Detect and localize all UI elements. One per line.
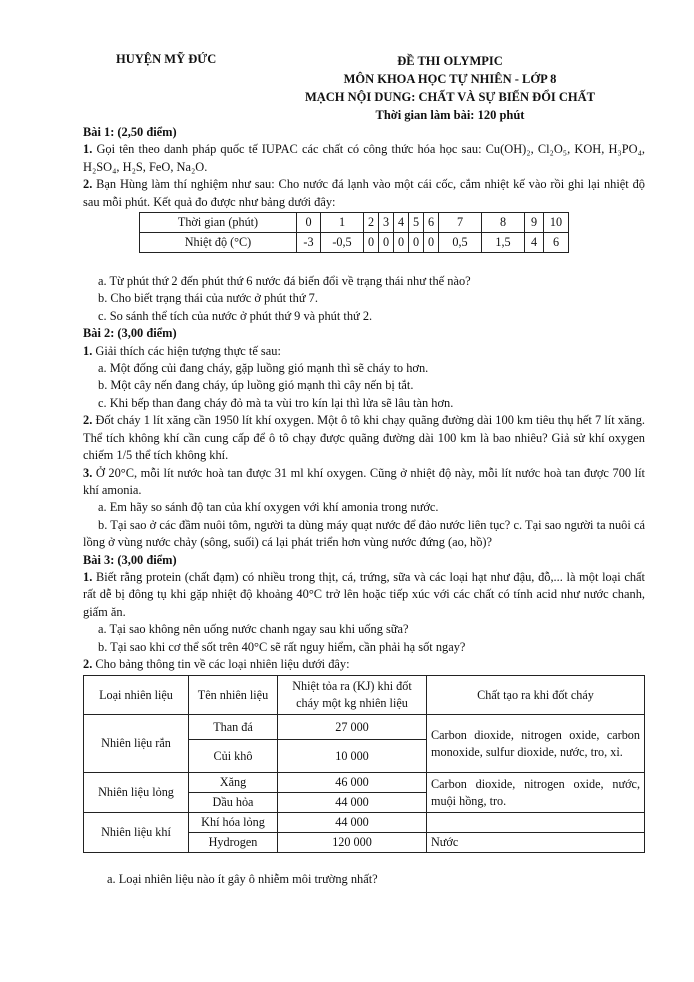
bai3-q2 [83,656,645,673]
bai3-q2-text: Cho bảng thông tin về các loại nhiên liệu dưới đây: [95,656,350,671]
temperature-cell: -0,5 [321,233,364,253]
spacer [83,253,645,273]
fuel-type-gas: Nhiên liệu khí [84,813,189,853]
time-cell: 2 [364,213,379,233]
bai2-q2-text: Đốt cháy 1 lít xăng cần 1950 lít khí oxygen. Một ô tô khi chạy quãng đường dài 100 km tiêu thụ hết 7 lít xăng. Thể tích không khí cần cung cấp để ô tô chạy được quãng đường dài 100 km là bao nhiêu? Giả sử khí oxygen chiếm 1/5 thể tích không khí. [83,413,645,463]
time-cell: 1 [321,213,364,233]
time-cell: 8 [482,213,525,233]
temperature-cell: 0 [379,233,394,253]
bai2-q1c: c. Khi bếp than đang cháy đỏ mà ta vùi tro kín lại thì lửa sẽ lâu tàn hơn. [98,395,454,410]
fuel-table-header [84,676,645,715]
header-heat: Nhiệt tỏa ra (KJ) khi đốt cháy một kg nhiên liệu [278,676,427,715]
fuel-name-lpg: Khí hóa lỏng [189,813,278,833]
bai3-title: Bài 3: (3,00 điểm) [83,552,177,567]
exam-duration: Thời gian làm bài: 120 phút [375,108,525,122]
bai2-q1 [83,343,645,360]
bai2-q2 [83,412,645,464]
temperature-cell: 4 [525,233,544,253]
bai2-q1-num: 1. [83,343,93,358]
bai1-q1-text: Gọi tên theo danh pháp quốc tế IUPAC các chất có công thức hóa học sau: Cu(OH)₂, Cl₂O₅, KOH, H₃PO₄, H₂SO₄, H₂S, FeO, Na₂O. [83,142,645,174]
time-cell: 5 [409,213,424,233]
temperature-table [139,212,569,253]
header-products: Chất tạo ra khi đốt cháy [427,676,645,715]
fuel-name-wood: Củi khô [189,740,278,773]
bai2-q1-text: Giải thích các hiện tượng thực tế sau: [95,343,281,358]
fuel-products-lpg [427,813,645,833]
fuel-heat-hydrogen: 120 000 [278,833,427,853]
fuel-products-solid: Carbon dioxide, nitrogen oxide, carbon monoxide, sulfur dioxide, nước, tro, xỉ. [427,715,645,773]
fuel-products-liquid: Carbon dioxide, nitrogen oxide, nước, muội hồng, tro. [427,773,645,813]
fuel-name-kerosene: Dầu hỏa [189,793,278,813]
exam-header [250,52,650,124]
fuel-type-liquid: Nhiên liệu lỏng [84,773,189,813]
temperature-cell: 1,5 [482,233,525,253]
exam-title: ĐỀ THI OLYMPIC [397,54,503,68]
fuel-name-petrol: Xăng [189,773,278,793]
temperature-cell: 0,5 [439,233,482,253]
bai1-c: c. So sánh thể tích của nước ở phút thứ 9 và phút thứ 2. [98,308,373,323]
bai3-q1-text: Biết rằng protein (chất đạm) có nhiều trong thịt, cá, trứng, sữa và các loại hạt như đậu, đỗ,... là một loại chất rất dễ bị đông tụ khi gặp nhiệt độ khoảng 40°C trở lên hoặc tiếp xúc với các chất có tính acid như nước chanh, giấm ăn. [83,569,645,619]
bai1-b: b. Cho biết trạng thái của nước ở phút thứ 7. [98,291,318,306]
fuel-heat-kerosene: 44 000 [278,793,427,813]
fuel-row-petrol [84,773,645,793]
bai1-q1-num: 1. [83,142,93,157]
fuel-type-solid: Nhiên liệu rắn [84,715,189,773]
fuel-row-lpg [84,813,645,833]
bai1-q2-text: Bạn Hùng làm thí nghiệm như sau: Cho nước đá lạnh vào một cái cốc, cắm nhiệt kế vào rồi ghi lại nhiệt độ sau mỗi phút. Kết quả đo được như bảng dưới đây: [83,177,645,209]
time-cell: 10 [544,213,569,233]
time-cell: 7 [439,213,482,233]
temperature-cell: 6 [544,233,569,253]
fuel-name-coal: Than đá [189,715,278,740]
fuel-name-hydrogen: Hydrogen [189,833,278,853]
bai3-q1 [83,569,645,621]
bai1-a: a. Từ phút thứ 2 đến phút thứ 6 nước đá biến đổi về trạng thái như thế nào? [98,274,471,289]
time-cell: 0 [297,213,321,233]
time-cell: 4 [394,213,409,233]
header-fuel-type: Loại nhiên liệu [84,676,189,715]
bai2-title: Bài 2: (3,00 điểm) [83,326,177,341]
temperature-row-label: Nhiệt độ (°C) [140,233,297,253]
bai2-q1b: b. Một cây nến đang cháy, úp luồng gió mạnh thì cây nến bị tắt. [98,378,414,393]
time-row [140,213,569,233]
bai1-q2 [83,176,645,211]
time-cell: 3 [379,213,394,233]
time-row-label: Thời gian (phút) [140,213,297,233]
fuel-table [83,675,645,853]
fuel-heat-coal: 27 000 [278,715,427,740]
temperature-cell: 0 [424,233,439,253]
exam-body [83,124,645,889]
temperature-row [140,233,569,253]
bai3-q2a: a. Loại nhiên liệu nào ít gây ô nhiễm môi trường nhất? [107,872,378,887]
fuel-heat-petrol: 46 000 [278,773,427,793]
fuel-heat-lpg: 44 000 [278,813,427,833]
temperature-cell: 0 [364,233,379,253]
temperature-cell: 0 [409,233,424,253]
fuel-heat-wood: 10 000 [278,740,427,773]
bai3-q1b: b. Tại sao khi cơ thể sốt trên 40°C sẽ rất nguy hiểm, cần phải hạ sốt ngay? [98,639,466,654]
bai2-q3 [83,465,645,500]
bai2-q1a: a. Một đống củi đang cháy, gặp luồng gió mạnh thì sẽ cháy to hơn. [98,361,429,376]
bai3-q2-num: 2. [83,656,93,671]
time-cell: 6 [424,213,439,233]
bai3-q1a: a. Tại sao không nên uống nước chanh ngay sau khi uống sữa? [98,622,409,637]
bai1-q2-num: 2. [83,177,93,192]
spacer [83,853,645,871]
bai2-q3-text: Ở 20°C, mỗi lít nước hoà tan được 31 ml khí oxygen. Cũng ở nhiệt độ này, mỗi lít nước hoà tan được 700 lít khí amonia. [83,465,645,497]
fuel-products-hydrogen: Nước [427,833,645,853]
district-name: HUYỆN MỸ ĐỨC [116,52,217,66]
exam-content: MẠCH NỘI DUNG: CHẤT VÀ SỰ BIẾN ĐỔI CHẤT [304,90,596,104]
bai2-q3b: b. Tại sao ở các đầm nuôi tôm, người ta dùng máy quạt nước để đảo nước liên tục? c. Tại sao người ta nuôi cá lồng ở vùng nước chảy (sông, suối) cá lại phát triển hơn vùng nước đứng (ao, hồ)? [83,517,645,550]
temperature-cell: 0 [394,233,409,253]
fuel-row-coal [84,715,645,740]
bai2-q2-num: 2. [83,413,93,428]
exam-subject: MÔN KHOA HỌC TỰ NHIÊN - LỚP 8 [343,72,557,86]
temperature-cell: -3 [297,233,321,253]
bai1-title: Bài 1: (2,50 điểm) [83,125,177,139]
header-fuel-name: Tên nhiên liệu [189,676,278,715]
bai2-q3a: a. Em hãy so sánh độ tan của khí oxygen với khí amonia trong nước. [98,500,439,515]
bai1-q1 [83,141,645,176]
time-cell: 9 [525,213,544,233]
bai3-q1-num: 1. [83,569,93,584]
bai2-q3-num: 3. [83,465,93,480]
